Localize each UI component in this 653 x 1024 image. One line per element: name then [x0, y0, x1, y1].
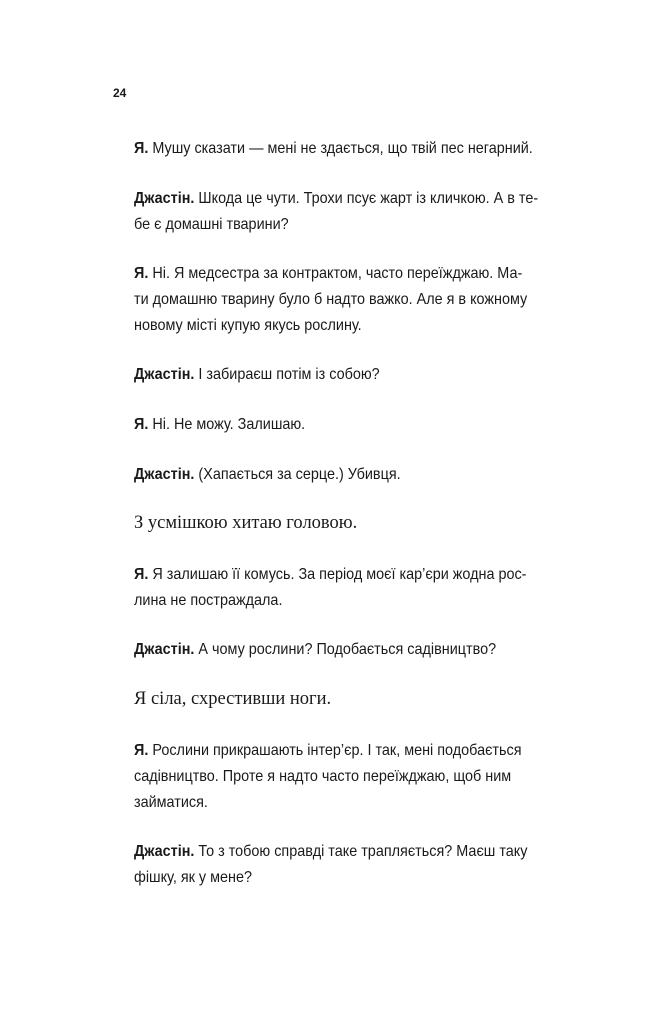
speaker-name: Джастін. — [134, 366, 195, 383]
speaker-name: Я. — [134, 140, 149, 157]
dialogue-text-line — [134, 261, 566, 287]
dialogue-text-line: лина не постраждала. — [134, 592, 283, 609]
narration-text: З усмішкою хитаю головою. — [134, 513, 358, 533]
dialogue-text-line: садівництво. Проте я надто часто переїжджаю, щоб ним — [134, 768, 512, 785]
dialogue-text-line — [134, 362, 566, 388]
speech-text: Шкода це чути. Трохи псує жарт із кличкою. А в те- — [194, 190, 539, 207]
dialogue-text-line — [134, 637, 566, 663]
speech-text: І забираєш потім із собою? — [194, 366, 380, 383]
speech-text: А чому рослини? Подобається садівництво? — [194, 641, 497, 658]
dialogue-line — [134, 637, 566, 663]
dialogue-text-line — [134, 562, 566, 588]
speaker-name: Я. — [134, 742, 149, 759]
speaker-name: Я. — [134, 265, 149, 282]
speaker-name: Я. — [134, 566, 149, 583]
speech-text: (Хапається за серце.) Убивця. — [194, 466, 401, 483]
page-number: 24 — [113, 86, 127, 100]
dialogue-text-line: займатися. — [134, 794, 208, 811]
dialogue-text-line — [134, 412, 566, 438]
dialogue-line — [134, 261, 566, 339]
dialogue-text-line: бе є домашні тварини? — [134, 216, 289, 233]
speech-text: Рослини прикрашають інтер’єр. І так, мені подобається — [148, 742, 522, 759]
dialogue-line — [134, 186, 566, 238]
speech-text: Мушу сказати — мені не здається, що твій пес негарний. — [148, 140, 533, 157]
speech-text: Ні. Я медсестра за контрактом, часто переїжджаю. Ма- — [148, 265, 523, 282]
speech-text: То з тобою справді таке трапляється? Маєш таку — [194, 843, 528, 860]
dialogue-line — [134, 562, 566, 614]
speaker-name: Джастін. — [134, 843, 195, 860]
narration-text: Я сіла, схрестивши ноги. — [134, 689, 332, 709]
dialogue-text-line: фішку, як у мене? — [134, 869, 252, 886]
speech-text: Я залишаю її комусь. За період моєї кар’єри жодна рос- — [148, 566, 527, 583]
dialogue-line — [134, 136, 566, 162]
dialogue-text-line: новому місті купую якусь рослину. — [134, 317, 362, 334]
dialogue-text-line — [134, 186, 566, 212]
dialogue-line — [134, 362, 566, 388]
dialogue-line — [134, 839, 566, 891]
speaker-name: Я. — [134, 416, 149, 433]
speaker-name: Джастін. — [134, 466, 195, 483]
dialogue-text-line: ти домашню тварину було б надто важко. Але я в кожному — [134, 291, 528, 308]
speaker-name: Джастін. — [134, 641, 195, 658]
dialogue-line — [134, 462, 566, 488]
dialogue-line — [134, 738, 566, 816]
speech-text: Ні. Не можу. Залишаю. — [148, 416, 306, 433]
dialogue-line — [134, 412, 566, 438]
dialogue-text-line — [134, 136, 566, 162]
speaker-name: Джастін. — [134, 190, 195, 207]
dialogue-text-line — [134, 462, 566, 488]
dialogue-text-line — [134, 839, 566, 865]
dialogue-text-line — [134, 738, 566, 764]
